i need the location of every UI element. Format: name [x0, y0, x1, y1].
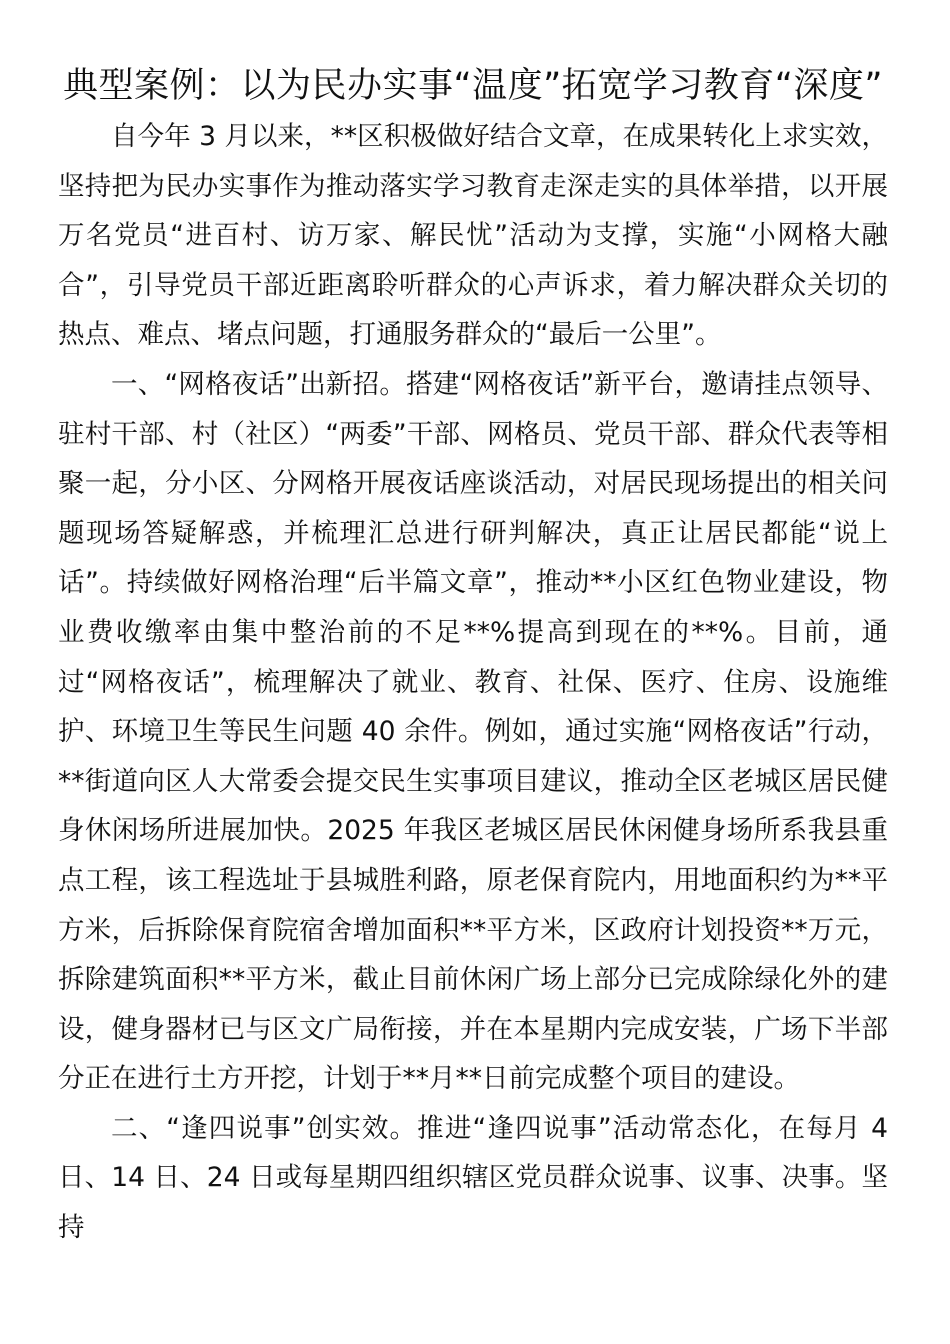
document-title: 典型案例：以为民办实事“温度”拓宽学习教育“深度” — [62, 66, 884, 106]
section-two-paragraph: 二、“逢四说事”创实效。推进“逢四说事”活动常态化，在每月 4 日、14 日、24 日或每星期四组织辖区党员群众说事、议事、决事。坚持 — [58, 1112, 888, 1244]
section-one-paragraph: 一、“网格夜话”出新招。搭建“网格夜话”新平台，邀请挂点领导、驻村干部、村（社区）“两委”干部、网格员、党员干部、群众代表等相聚一起，分小区、分网格开展夜话座谈活动，对居民现场提出的相关问题现场答疑解惑，并梳理汇总进行研判解决，真正让居民都能“说上话”。持续做好网格治理“后半篇文章”，推动**小区红色物业建设，物业费收缴率由集中整治前的不足**%提高到现在的**%。目前，通过“网格夜话”，梳理解决了就业、教育、社保、医疗、住房、设施维护、环境卫生等民生问题 40 余件。例如，通过实施“网格夜话”行动，**街道向区人大常委会提交民生实事项目建议，推动全区老城区居民健身休闲场所进展加快。2025 年我区老城区居民休闲健身场所系我县重点工程，该工程选址于县城胜利路，原老保育院内，用地面积约为**平方米，后拆除保育院宿舍增加面积**平方米，区政府计划投资**万元，拆除建筑面积**平方米，截止目前休闲广场上部分已完成除绿化外的建设，健身器材已与区文广局衔接，并在本星期内完成安装，广场下半部分正在进行土方开挖，计划于**月**日前完成整个项目的建设。 — [58, 368, 888, 1095]
intro-paragraph: 自今年 3 月以来，**区积极做好结合文章，在成果转化上求实效，坚持把为民办实事作为推动落实学习教育走深走实的具体举措，以开展万名党员“进百村、访万家、解民忧”活动为支撑，实施“小网格大融合”，引导党员干部近距离聆听群众的心声诉求，着力解决群众关切的热点、难点、堵点问题，打通服务群众的“最后一公里”。 — [58, 121, 888, 351]
